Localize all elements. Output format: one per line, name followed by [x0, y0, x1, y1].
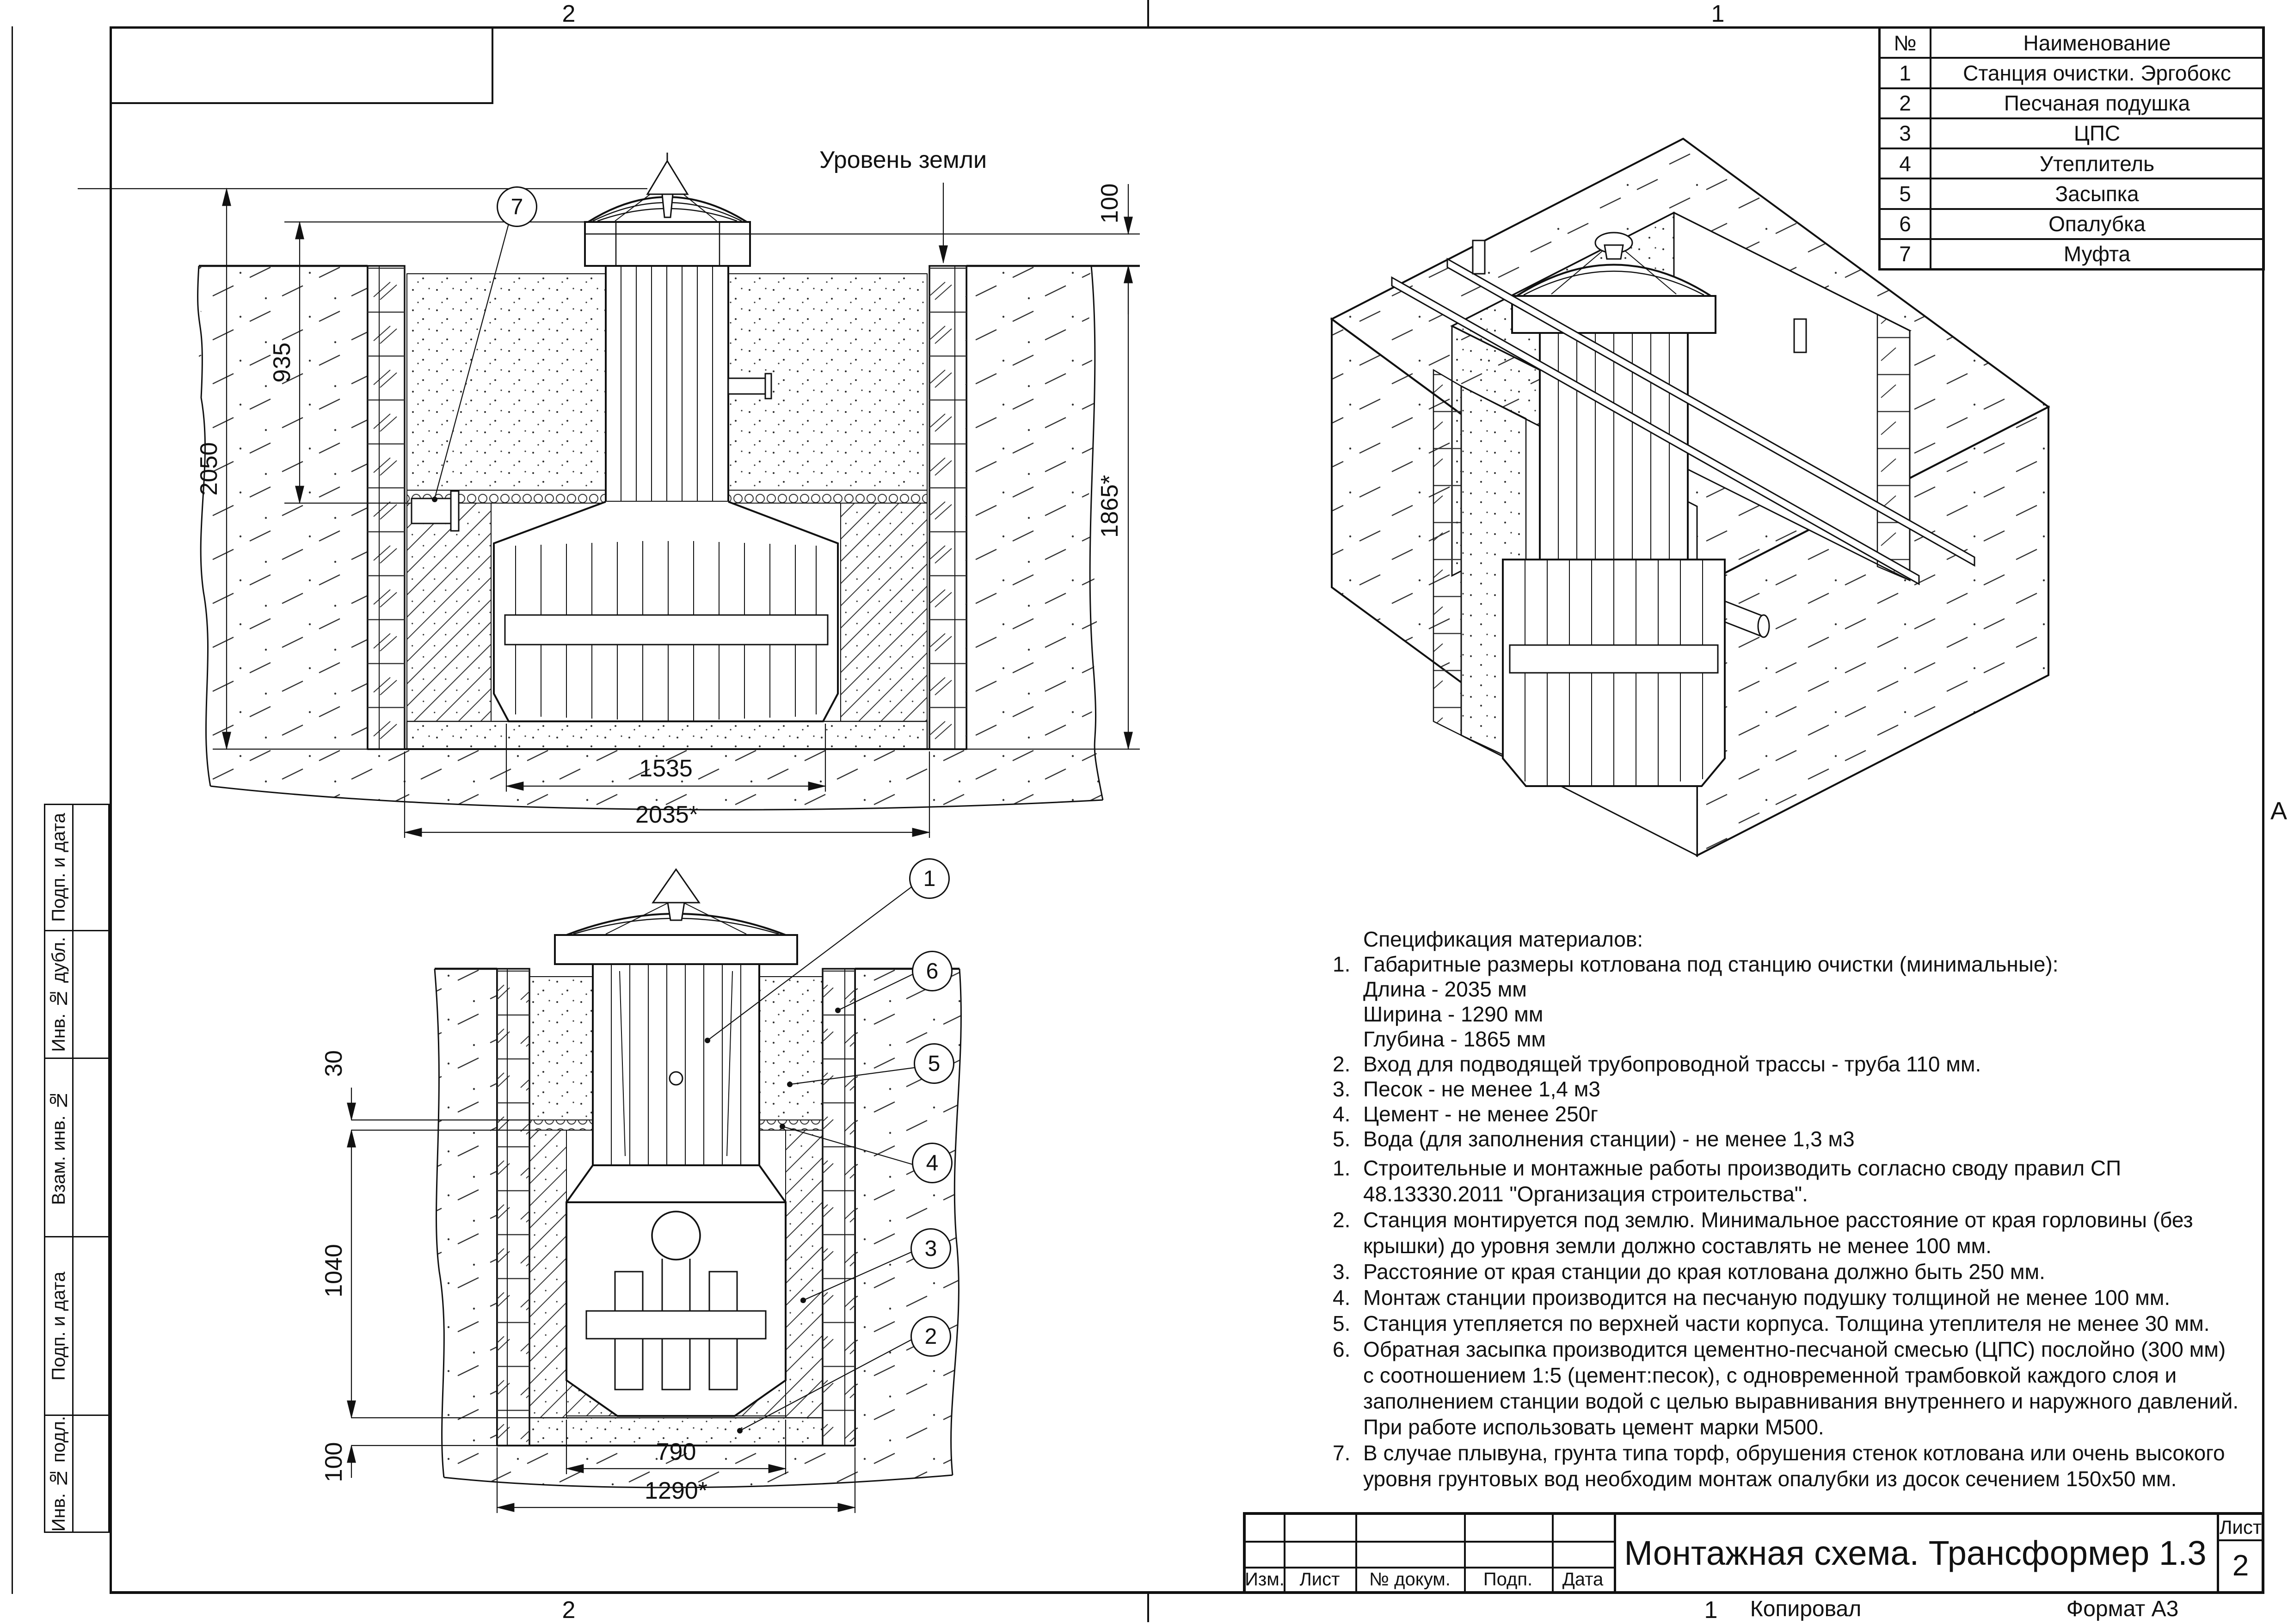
parts-table-row: 5 Засыпка [1881, 178, 2263, 208]
drawing-title: Монтажная схема. Трансформер 1.3 [1624, 1534, 2207, 1572]
tb-col-list: Лист [1299, 1569, 1340, 1590]
spec-line: Глубина - 1865 мм [1363, 1027, 1546, 1051]
note-line: 7. В случае плывуна, грунта типа торф, обрушения стенок котлована или очень высокого [1333, 1441, 2225, 1465]
side-label-block: Подп. и дата [44, 804, 110, 931]
installation-notes [1333, 1155, 2267, 1492]
dim-pit-width: 2035* [635, 801, 698, 828]
materials-specification [1333, 927, 2267, 1151]
note-line: При работе использовать цемент марки М500. [1363, 1415, 1824, 1439]
parts-table-row: 7 Муфта [1881, 238, 2263, 268]
zone-top-1: 1 [1711, 0, 1725, 27]
callout-3: 3 [910, 1228, 951, 1269]
spec-line: 1. Габаритные размеры котлована под станцию очистки (минимальные): [1333, 952, 2059, 976]
zone-side-a: А [2270, 797, 2288, 825]
additional-stamp-box [110, 26, 493, 104]
dim-neck-height: 935 [269, 342, 295, 383]
spec-line: 3. Песок - не менее 1,4 м3 [1333, 1077, 1601, 1101]
callout-1: 1 [909, 858, 950, 899]
zone-tick-bottom [1147, 1594, 1149, 1622]
note-line: крышки) до уровня земли должно составлять не менее 100 мм. [1363, 1234, 1992, 1258]
frame-top [110, 26, 2264, 29]
copied-label: Копировал [1750, 1597, 1862, 1621]
zone-bottom-2: 2 [562, 1597, 576, 1624]
frame-left [110, 26, 112, 1594]
parts-table-row: 2 Песчаная подушка [1881, 87, 2263, 117]
title-block [1243, 1512, 2264, 1594]
parts-table-row: 4 Утеплитель [1881, 148, 2263, 178]
parts-header-num: № [1881, 29, 1931, 57]
frame-bottom [110, 1591, 2264, 1594]
spec-line: 4. Цемент - не менее 250г [1333, 1102, 1599, 1126]
side-label-block: Инв. № подл. [44, 1416, 110, 1533]
callout-5: 5 [914, 1043, 954, 1084]
callout-2: 2 [910, 1316, 951, 1357]
note-line: с соотношением 1:5 (цемент:песок), с одновременной трамбовкой каждого слоя и [1363, 1363, 2177, 1387]
side-label-block: Подп. и дата [44, 1237, 110, 1416]
parts-table-row: 3 ЦПС [1881, 117, 2263, 148]
paper-trim-line [12, 26, 13, 1594]
frame-side-labels [44, 804, 110, 1533]
dim-mid-height: 1040 [320, 1244, 347, 1298]
dim-insulation: 30 [320, 1050, 347, 1077]
note-line: заполнением станции водой с целью выравнивания внутреннего и наружного давлений. [1363, 1389, 2239, 1413]
note-line: 1. Строительные и монтажные работы производить согласно своду правил СП [1333, 1156, 2122, 1180]
side-label-block: Взам. инв. № [44, 1059, 110, 1237]
tb-col-docnum: № докум. [1369, 1569, 1451, 1590]
note-line: 48.13330.2011 "Организация строительства". [1363, 1182, 1808, 1206]
side-section-drawing [324, 860, 971, 1521]
parts-table-row: 1 Станция очистки. Эргобокс [1881, 57, 2263, 87]
ground-level-label: Уровень земли [819, 147, 987, 173]
tb-col-data: Дата [1562, 1569, 1604, 1590]
dim-body-width: 1535 [639, 755, 693, 782]
callout-4: 4 [912, 1143, 953, 1183]
tb-col-izm: Изм. [1245, 1569, 1285, 1590]
frame-right [2262, 26, 2264, 1594]
note-line: 5. Станция утепляется по верхней части корпуса. Толщина утеплителя не менее 30 мм. [1333, 1311, 2210, 1335]
dim-side-body-width: 790 [656, 1439, 696, 1465]
note-line: 6. Обратная засыпка производится цементно-песчаной смесью (ЦПС) послойно (300 мм) [1333, 1337, 2226, 1361]
note-line: 4. Монтаж станции производится на песчаную подушку толщиной не менее 100 мм. [1333, 1286, 2171, 1310]
parts-table [1878, 26, 2265, 271]
format-label: Формат А3 [2066, 1597, 2179, 1621]
callout-7: 7 [497, 186, 537, 227]
note-line: 2. Станция монтируется под землю. Минимальное расстояние от края горловины (без [1333, 1208, 2193, 1232]
spec-line: 2. Вход для подводящей трубопроводной трассы - труба 110 мм. [1333, 1052, 1981, 1076]
zone-bottom-1: 1 [1704, 1597, 1718, 1624]
parts-table-header [1881, 29, 2263, 57]
tb-col-podp: Подп. [1483, 1569, 1533, 1590]
front-section-drawing [69, 134, 1156, 865]
parts-table-row: 6 Опалубка [1881, 208, 2263, 238]
sheet-label: Лист [2219, 1516, 2262, 1538]
spec-line: 5. Вода (для заполнения станции) - не менее 1,3 м3 [1333, 1127, 1855, 1151]
note-line: 3. Расстояние от края станции до края котлована должно быть 250 мм. [1333, 1260, 2045, 1284]
note-line: уровня грунтовых вод необходим монтаж опалубки из досок сечением 150x50 мм. [1363, 1467, 2177, 1491]
spec-line: Спецификация материалов: [1363, 927, 1643, 951]
spec-line: Ширина - 1290 мм [1363, 1002, 1544, 1026]
parts-header-name: Наименование [2023, 31, 2171, 55]
dim-pit-depth: 1865* [1096, 475, 1123, 538]
dim-side-pit-width: 1290* [645, 1477, 707, 1504]
sheet-number: 2 [2232, 1549, 2249, 1582]
callout-6: 6 [912, 951, 953, 991]
spec-line: Длина - 2035 мм [1363, 977, 1527, 1001]
side-label-block: Инв. № дубл. [44, 931, 110, 1059]
dim-cushion: 100 [320, 1442, 347, 1483]
zone-tick-top [1147, 0, 1149, 26]
dim-cover-depth: 100 [1096, 183, 1123, 224]
dim-total-height: 2050 [196, 442, 222, 496]
zone-top-2: 2 [562, 0, 576, 27]
